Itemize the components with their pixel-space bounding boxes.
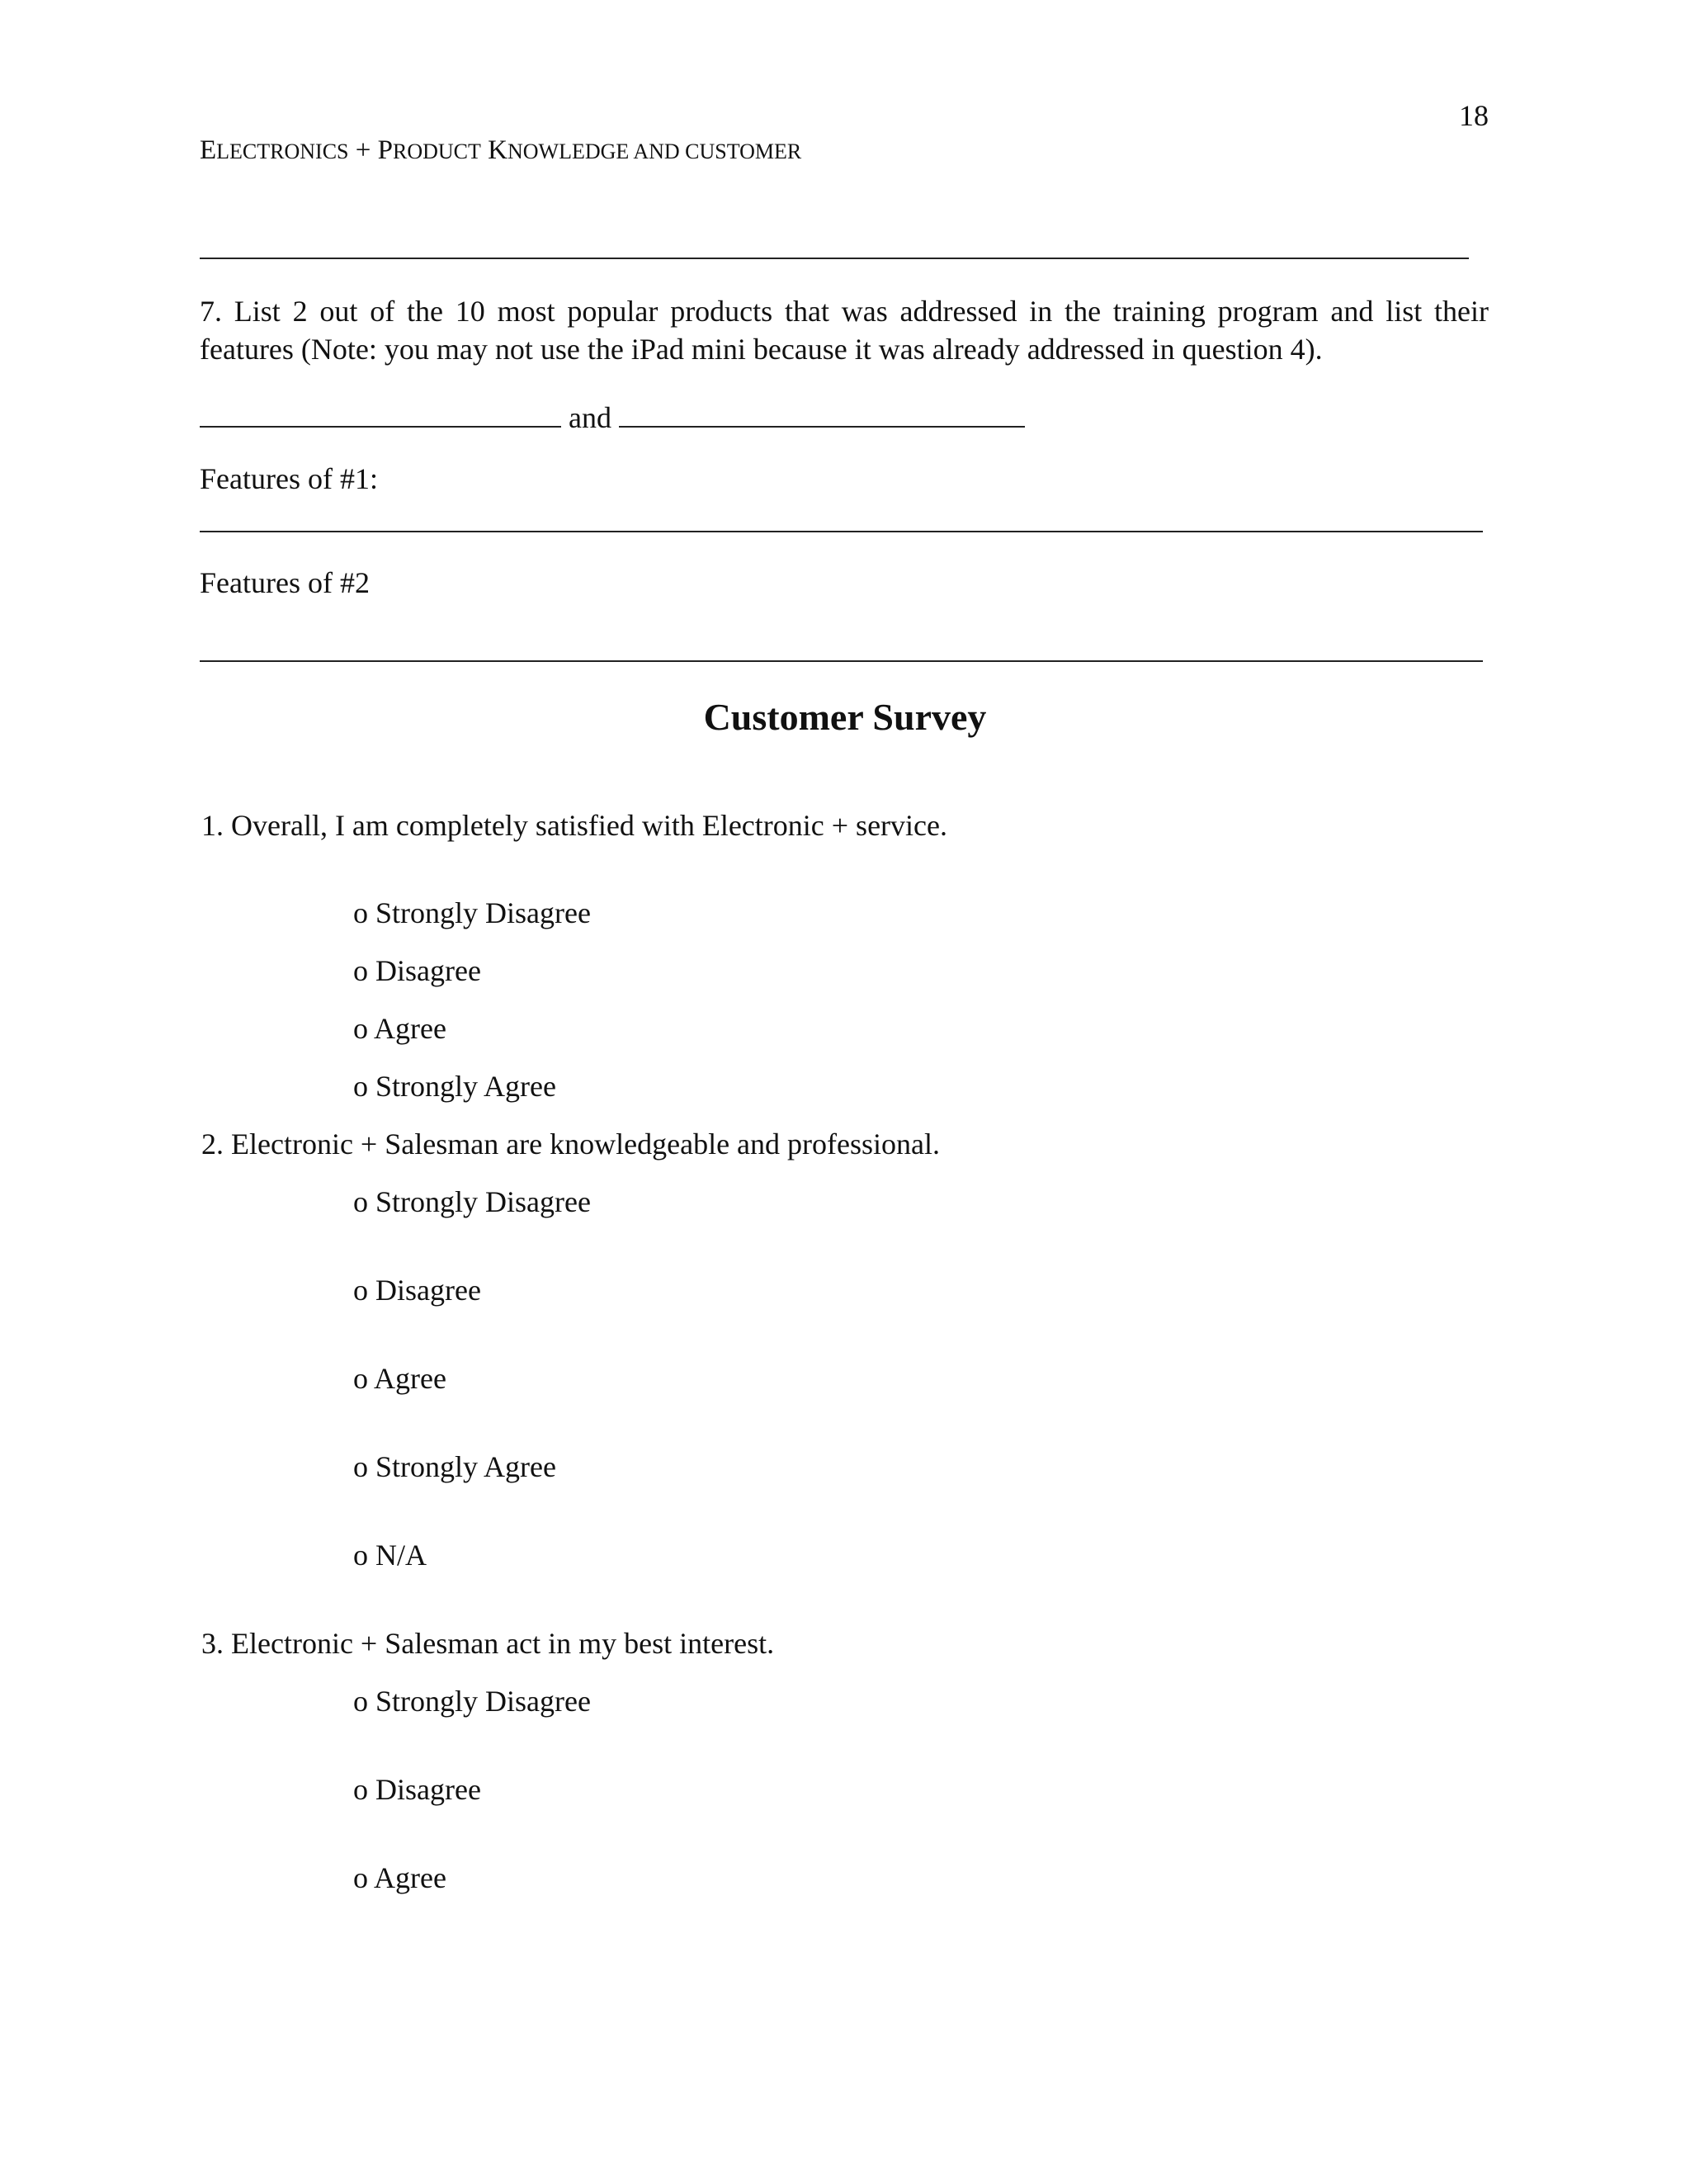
- connector-and: and: [569, 401, 611, 434]
- q2-option-strongly-agree[interactable]: o Strongly Agree: [353, 1450, 556, 1483]
- running-head-part: + P: [348, 135, 393, 165]
- q1-option-agree[interactable]: o Agree: [353, 1012, 446, 1045]
- running-head-part: E: [200, 135, 217, 165]
- q2-option-agree[interactable]: o Agree: [353, 1362, 446, 1395]
- running-head-part: LECTRONICS: [216, 139, 349, 163]
- survey-title: Customer Survey: [703, 696, 987, 738]
- q3-option-strongly-disagree[interactable]: o Strongly Disagree: [353, 1685, 591, 1718]
- page-number: 18: [1459, 99, 1489, 132]
- survey-question-2: 2. Electronic + Salesman are knowledgeable and professional.: [201, 1127, 940, 1161]
- features-2-answer-line[interactable]: [200, 660, 1483, 662]
- product-2-blank[interactable]: [619, 398, 1025, 428]
- product-blanks-row: [200, 398, 1025, 433]
- q1-option-strongly-agree[interactable]: o Strongly Agree: [353, 1070, 556, 1103]
- features-1-label: Features of #1:: [200, 462, 378, 495]
- features-1-answer-line[interactable]: [200, 531, 1483, 532]
- running-head: [200, 137, 801, 164]
- q1-option-disagree[interactable]: o Disagree: [353, 954, 481, 987]
- running-head-part: RODUCT: [392, 139, 481, 163]
- q1-option-strongly-disagree[interactable]: o Strongly Disagree: [353, 896, 591, 929]
- answer-line-previous[interactable]: [200, 258, 1469, 259]
- question-7-text: 7. List 2 out of the 10 most popular products that was addressed in the training program and list their features (Note: you may not use the iPad mini because it was already addressed in question 4).: [200, 295, 1489, 366]
- q2-option-strongly-disagree[interactable]: o Strongly Disagree: [353, 1185, 591, 1218]
- q3-option-disagree[interactable]: o Disagree: [353, 1773, 481, 1806]
- product-1-blank[interactable]: [200, 398, 561, 428]
- running-head-part: K: [480, 135, 507, 165]
- q2-option-disagree[interactable]: o Disagree: [353, 1274, 481, 1307]
- features-2-label: Features of #2: [200, 566, 370, 599]
- q3-option-agree[interactable]: o Agree: [353, 1861, 446, 1894]
- running-head-part: NOWLEDGE AND CUSTOMER: [507, 139, 802, 163]
- survey-question-1: 1. Overall, I am completely satisfied with Electronic + service.: [201, 809, 947, 842]
- survey-question-3: 3. Electronic + Salesman act in my best interest.: [201, 1627, 775, 1660]
- q2-option-na[interactable]: o N/A: [353, 1539, 427, 1572]
